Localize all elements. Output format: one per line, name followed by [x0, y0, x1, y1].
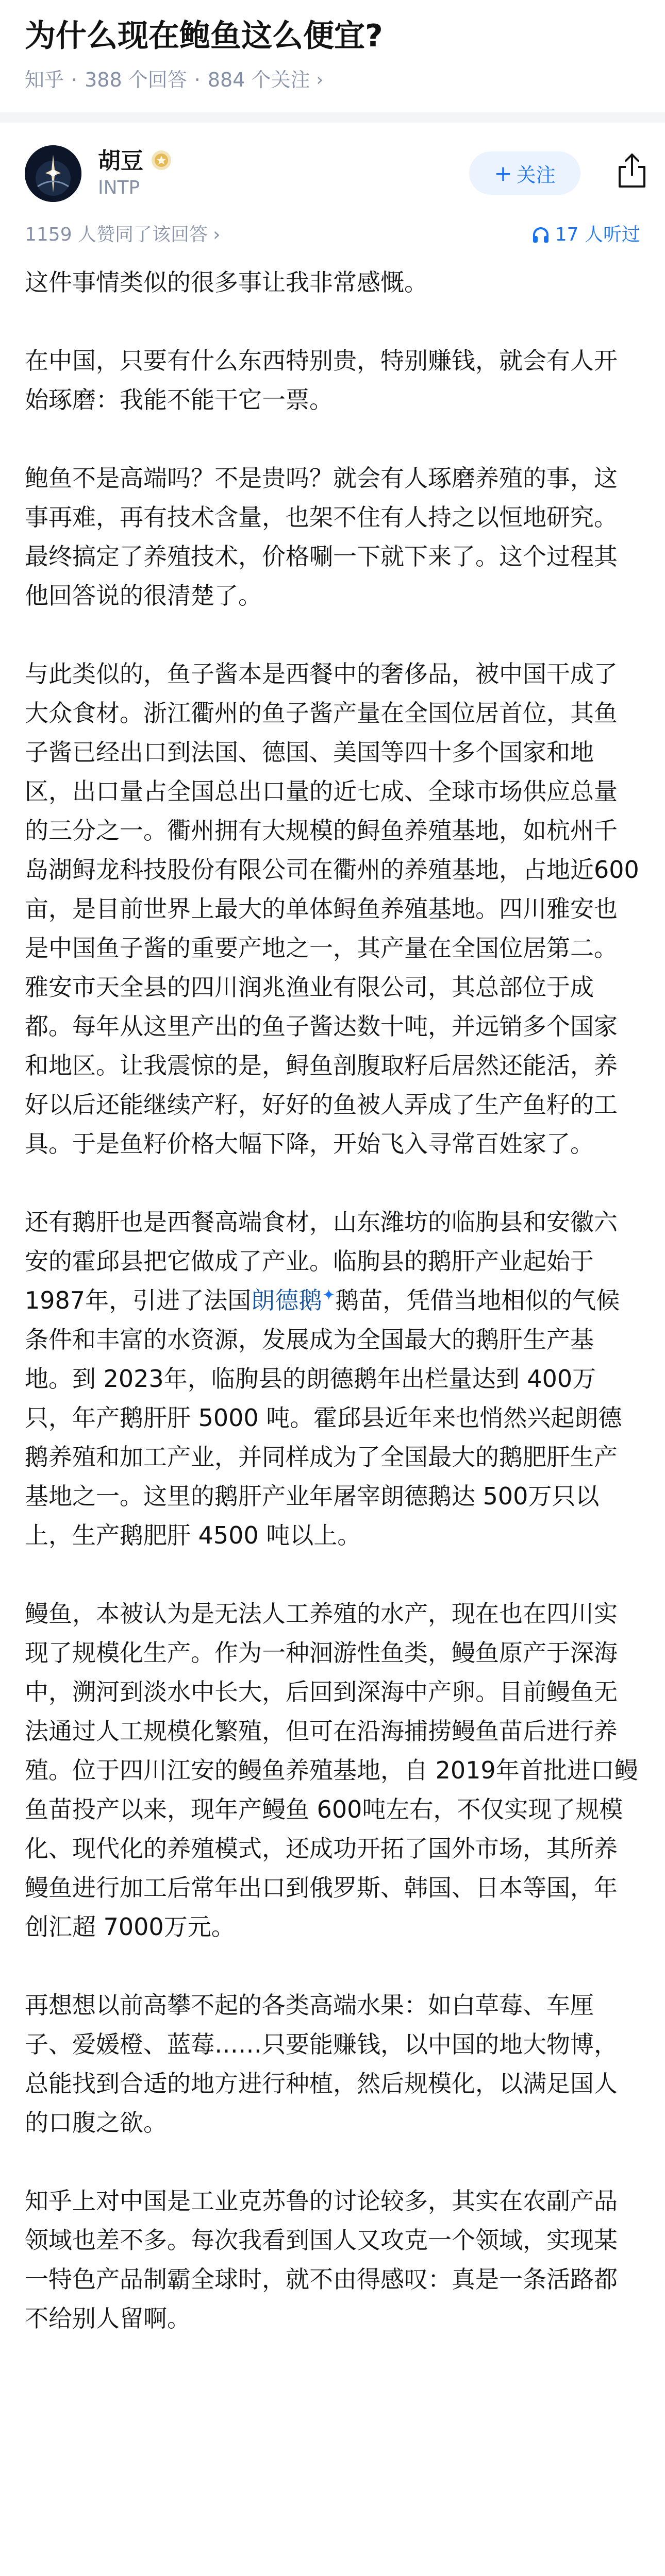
answer-paragraph-foie-gras — [25, 1202, 640, 1555]
gold-medal-icon — [151, 149, 172, 171]
plus-icon: + — [494, 160, 512, 186]
paragraph-text: 鹅苗，凭借当地相似的气候条件和丰富的水资源，发展成为全国最大的鹅肝生产基地。到 2023年，临朐县的朗德鹅年出栏量达到 400万只，年产鹅肝肝 5000 吨。霍邱县近年来也悄然兴起朗德鹅养殖和加工产业，并同样成为了全国最大的鹅肥肝生产基地之一。这里的鹅肝产业年屠宰朗德鹅达 500万只以上，生产鹅肥肝 4500 吨以上。 — [25, 1286, 622, 1549]
sparkle-icon: ✦ — [322, 1286, 336, 1304]
question-source: 知乎 — [25, 69, 64, 91]
listen-text: 17 人听过 — [555, 224, 640, 245]
author-bio: INTP — [98, 177, 140, 198]
answer-paragraph: 鲍鱼不是高端吗？不是贵吗？就会有人琢磨养殖的事，这事再难，再有技术含量，也架不住有人持之以恒地研究。最终搞定了养殖技术，价格唰一下就下来了。这个过程其他回答说的很清楚了。 — [25, 464, 618, 609]
meta-separator: · — [71, 69, 78, 91]
meta-separator: · — [194, 69, 201, 91]
chevron-right-icon: › — [213, 224, 221, 245]
share-icon[interactable] — [616, 152, 649, 190]
section-divider — [0, 112, 665, 123]
chevron-right-icon: › — [316, 70, 324, 90]
search-link[interactable]: 朗德鹅 — [251, 1286, 323, 1314]
answer-paragraph: 与此类似的，鱼子酱本是西餐中的奢侈品，被中国干成了大众食材。浙江衢州的鱼子酱产量在全国位居首位，其鱼子酱已经出口到法国、德国、美国等四十多个国家和地区，出口量占全国总出口量的近七成、全球市场供应总量的三分之一。衢州拥有大规模的鲟鱼养殖基地，如杭州千岛湖鲟龙科技股份有限公司在衢州的养殖基地，占地近600亩，是目前世界上最大的单体鲟鱼养殖基地。四川雅安也是中国鱼子酱的重要产地之一，其产量在全国位居第二。雅安市天全县的四川润兆渔业有限公司，其总部位于成都。每年从这里产出的鱼子酱达数十吨，并远销多个国家和地区。让我震惊的是，鲟鱼剖腹取籽后居然还能活，养好以后还能继续产籽，好好的鱼被人弄成了生产鱼籽的工具。于是鱼籽价格大幅下降，开始飞入寻常百姓家了。 — [25, 660, 639, 1158]
answer-content — [25, 263, 640, 2377]
answer-paragraph: 鳗鱼，本被认为是无法人工养殖的水产，现在也在四川实现了规模化生产。作为一种洄游性鱼类，鳗鱼原产于深海中，溯河到淡水中长大，后回到深海中产卵。目前鳗鱼无法通过人工规模化繁殖，但可在沿海捕捞鳗鱼苗后进行养殖。位于四川江安的鳗鱼养殖基地，自 2019年首批进口鳗鱼苗投产以来，现年产鳗鱼 600吨左右，不仅实现了规模化、现代化的养殖模式，还成功开拓了国外市场，其所养鳗鱼进行加工后常年出口到俄罗斯、韩国、日本等国，年创汇超 7000万元。 — [25, 1600, 638, 1941]
answer-paragraph: 在中国，只要有什么东西特别贵，特别赚钱，就会有人开始琢磨：我能不能干它一票。 — [25, 347, 618, 414]
follow-button[interactable] — [469, 151, 580, 195]
approval-text[interactable]: 1159 人赞同了该回答 — [25, 224, 208, 245]
author-name[interactable]: 胡豆 — [98, 148, 143, 174]
avatar[interactable] — [25, 145, 81, 202]
question-title[interactable]: 为什么现在鲍鱼这么便宜? — [25, 18, 383, 54]
approval-row — [25, 221, 640, 249]
answer-paragraph: 再想想以前高攀不起的各类高端水果：如白草莓、车厘子、爱媛橙、蓝莓……只要能赚钱，以中国的地大物博，总能找到合适的地方进行种植，然后规模化，以满足国人的口腹之欲。 — [25, 1991, 618, 2137]
follower-count: 884 个关注 — [207, 69, 310, 91]
headphones-icon — [531, 226, 550, 244]
answer-count: 388 个回答 — [85, 69, 187, 91]
answer-paragraph: 这件事情类似的很多事让我非常感慨。 — [25, 268, 428, 296]
listen-count[interactable] — [531, 221, 640, 249]
question-meta[interactable] — [25, 67, 638, 93]
avatar-image — [25, 145, 81, 202]
paragraph-text: 还有鹅肝也是西餐高端食材，山东潍坊的临朐县和安徽六安的霍邱县把它做成了产业。临朐县的鹅肝产业起始于1987年，引进了法国 — [25, 1208, 618, 1314]
follow-label: 关注 — [516, 163, 556, 187]
author-row — [25, 145, 640, 207]
answer-paragraph: 知乎上对中国是工业克苏鲁的讨论较多，其实在农副产品领域也差不多。每次我看到国人又攻克一个领域，实现某一特色产品制霸全球时，就不由得感叹：真是一条活路都不给别人留啊。 — [25, 2187, 618, 2332]
question-header — [25, 14, 638, 93]
